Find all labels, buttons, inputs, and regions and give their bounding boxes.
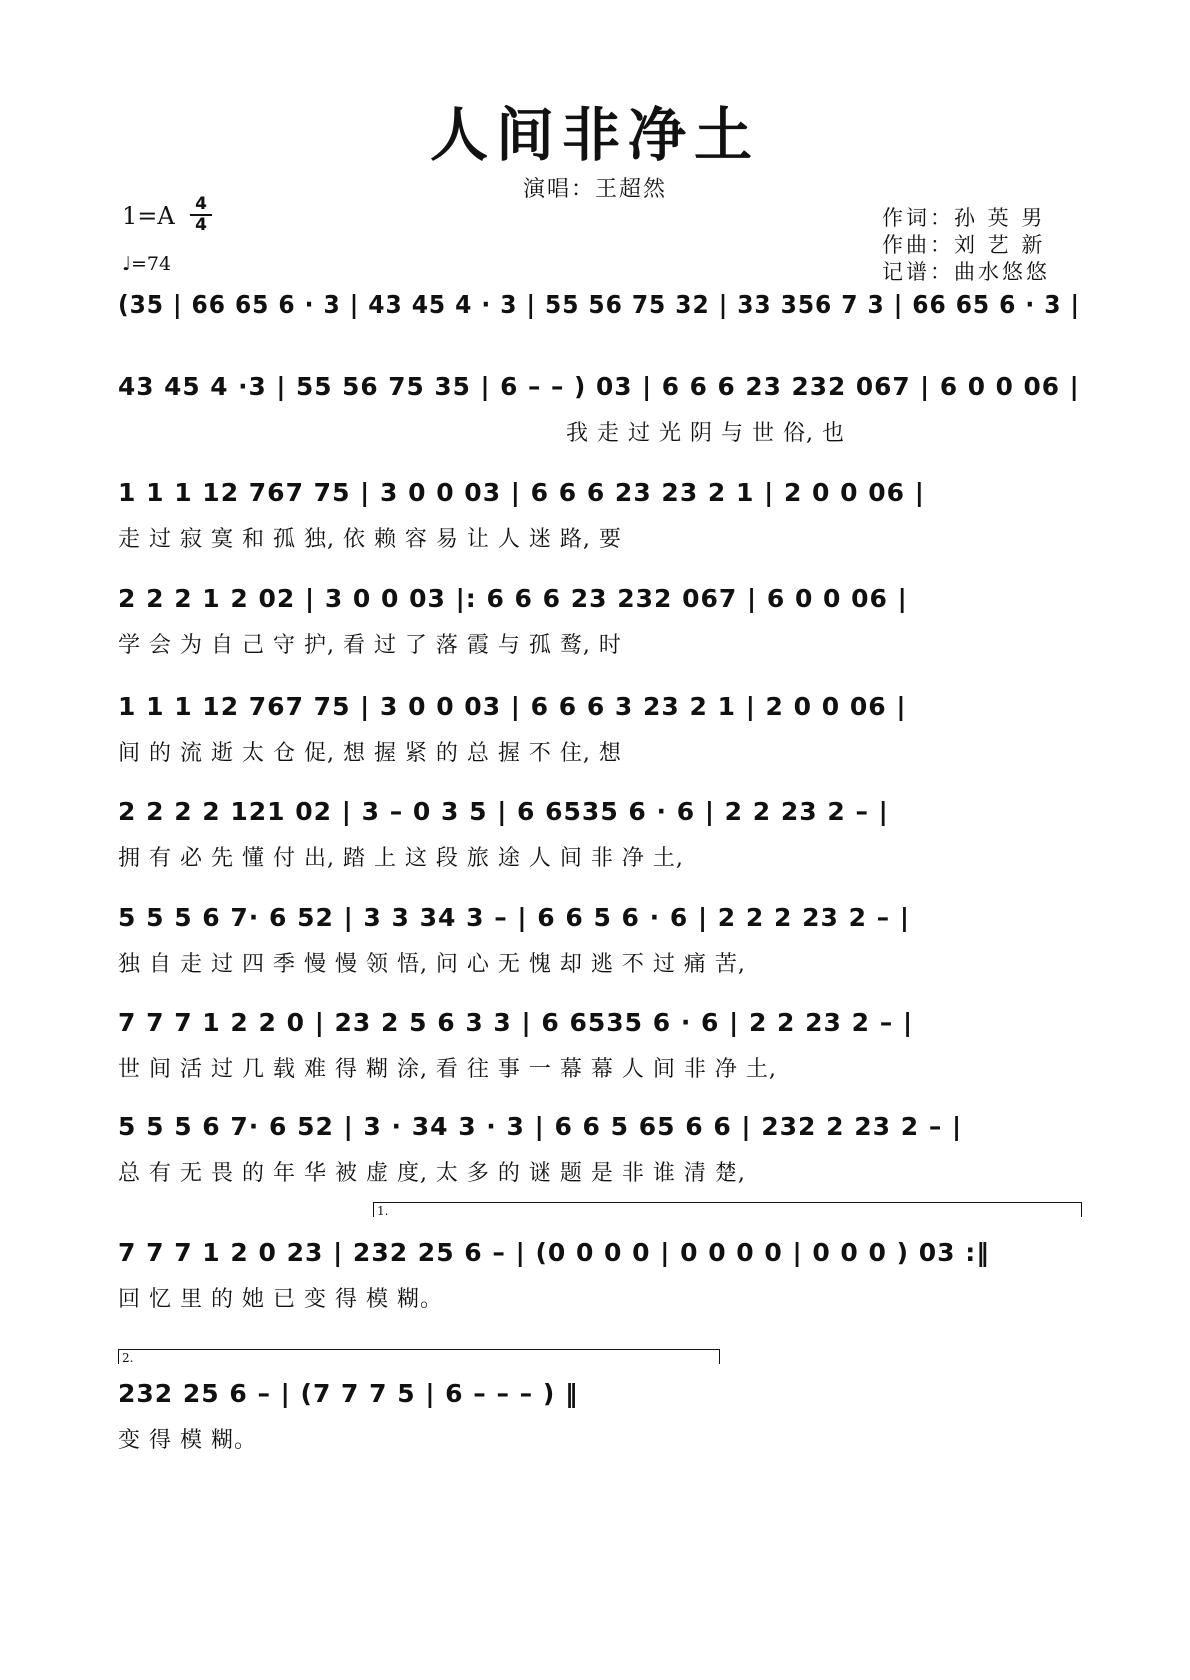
lyric-line: 我 走 过 光 阴 与 世 俗, 也 [566,421,845,446]
lyric-line: 间 的 流 逝 太 仓 促, 想 握 紧 的 总 握 不 住, 想 [118,741,622,766]
notation-line: 2 2 2 2 121 02 | 3 – 0 3 5 | 6 6535 6 · 6 | 2 2 23 2 – | [118,797,889,826]
time-signature [190,196,212,234]
time-signature-top: 4 [195,194,207,214]
notation-line: 232 25 6 – | (7 7 7 5 | 6 – – – ) ‖ [118,1379,579,1408]
notation-line: 1 1 1 12 767 75 | 3 0 0 03 | 6 6 6 23 23 2 1 | 2 0 0 06 | [118,478,925,507]
notation-line: 7 7 7 1 2 0 23 | 232 25 6 – | (0 0 0 0 | 0 0 0 0 | 0 0 0 ) 03 :‖ [118,1238,990,1267]
notation-line: (35 | 66 65 6 · 3 | 43 45 4 · 3 | 55 56 75 32 | 33 356 7 3 | 66 65 6 · 3 | [118,290,1080,319]
notation-line: 2 2 2 1 2 02 | 3 0 0 03 |: 6 6 6 23 232 067 | 6 0 0 06 | [118,584,908,613]
lyric-line: 走 过 寂 寞 和 孤 独, 依 赖 容 易 让 人 迷 路, 要 [118,527,622,552]
notation-line: 7 7 7 1 2 2 0 | 23 2 5 6 3 3 | 6 6535 6 · 6 | 2 2 23 2 – | [118,1008,914,1037]
tempo-marking: ♩=74 [122,253,172,275]
transcriber-credit: 记谱：曲水悠悠 [882,260,1050,284]
notation-line: 1 1 1 12 767 75 | 3 0 0 03 | 6 6 6 3 23 2 1 | 2 0 0 06 | [118,692,907,721]
lyric-line: 拥 有 必 先 懂 付 出, 踏 上 这 段 旅 途 人 间 非 净 土, [118,846,684,871]
second-ending-label: 2. [122,1351,134,1365]
notation-line: 5 5 5 6 7· 6 52 | 3 · 34 3 · 3 | 6 6 5 65 6 6 | 232 2 23 2 – | [118,1112,963,1141]
song-title: 人间非净土 [429,101,760,169]
first-ending-label: 1. [377,1204,389,1218]
credits-block [882,205,1050,286]
lyric-line: 独 自 走 过 四 季 慢 慢 领 悟, 问 心 无 愧 却 逃 不 过 痛 苦, [118,952,746,977]
lyricist-credit: 作词：孙 英 男 [882,206,1046,230]
notation-line: 5 5 5 6 7· 6 52 | 3 3 34 3 – | 6 6 5 6 · 6 | 2 2 2 23 2 – | [118,903,910,932]
first-ending-bracket [373,1202,1082,1217]
composer-credit: 作曲：刘 艺 新 [882,233,1046,257]
key-signature: 1=A [122,202,175,230]
lyric-line: 学 会 为 自 己 守 护, 看 过 了 落 霞 与 孤 鹜, 时 [118,633,622,658]
second-ending-bracket [118,1349,720,1364]
lyric-line: 世 间 活 过 几 载 难 得 糊 涂, 看 往 事 一 幕 幕 人 间 非 净 土, [118,1057,777,1082]
time-signature-bottom: 4 [195,215,207,235]
notation-line: 43 45 4 ·3 | 55 56 75 35 | 6 – – ) 03 | 6 6 6 23 232 067 | 6 0 0 06 | [118,372,1080,401]
singer-credit: 演唱：王超然 [522,177,667,202]
lyric-line: 回 忆 里 的 她 已 变 得 模 糊。 [118,1287,443,1312]
lyric-line: 总 有 无 畏 的 年 华 被 虚 度, 太 多 的 谜 题 是 非 谁 清 楚, [118,1161,746,1186]
lyric-line: 变 得 模 糊。 [118,1428,257,1453]
